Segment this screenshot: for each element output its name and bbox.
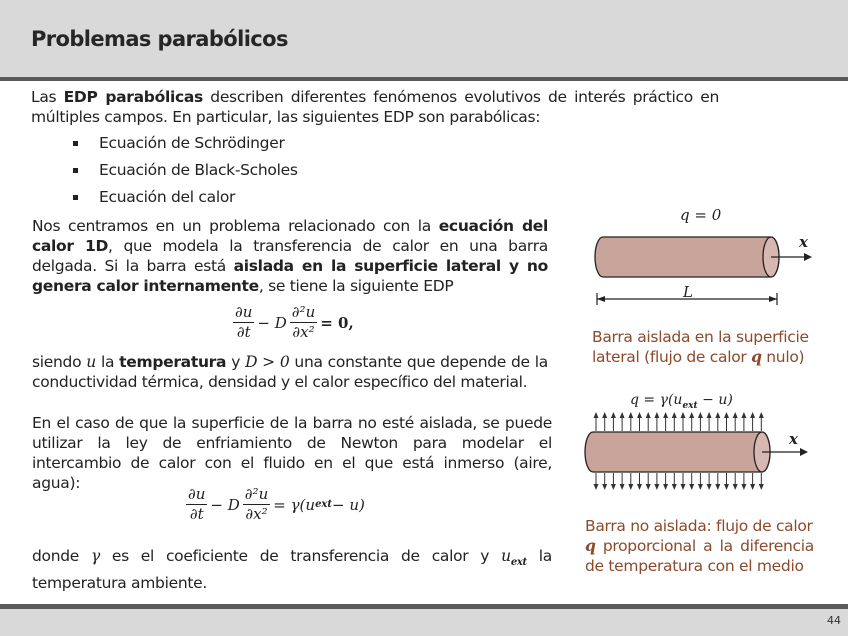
flux-arrowhead (654, 484, 659, 490)
fig2-caption: Barra no aislada: flujo de calor q proporcional a la diferencia de temperatura con el medio (585, 517, 814, 575)
slide-footer (0, 609, 848, 636)
list-item: Ecuación de Schrödinger (73, 133, 298, 160)
flux-arrowhead (750, 484, 755, 490)
fig2-x-label: x (789, 430, 798, 448)
flux-arrowhead (689, 412, 694, 418)
flux-arrowhead (759, 484, 764, 490)
list-item: Ecuación del calor (73, 187, 298, 214)
flux-arrowhead (620, 412, 625, 418)
flux-arrowhead (594, 412, 599, 418)
flux-arrowhead (741, 484, 746, 490)
heat-equation: $\frac{\partial u}{\partial t}$ − D $\frac{\text{∂²u}}{\text{∂x²}}$ = 0, (235, 303, 354, 341)
flux-arrowhead (715, 412, 720, 418)
flux-arrowhead (663, 412, 668, 418)
bullet-list (73, 133, 298, 214)
flux-arrowhead (646, 484, 651, 490)
flux-arrowhead (707, 484, 712, 490)
flux-arrowhead (741, 412, 746, 418)
flux-arrowhead (594, 484, 599, 490)
heat-equation-paragraph: Nos centramos en un problema relacionado con la ecuación del calor 1D, que modela la transferencia de calor en una barra delgada. Si la barra está aislada en la superficie lateral y no genera calor internamente, se tiene la siguiente EDP (32, 217, 548, 295)
flux-arrowhead (724, 412, 729, 418)
bottom-flux-arrows (594, 473, 764, 490)
flux-arrowhead (637, 412, 642, 418)
newton-paragraph: En el caso de que la superficie de la barra no esté aislada, se puede utilizar la ley de enfriamiento de Newton para modelar el intercambio de calor con el fluido en el que está inmerso (aire, agua): (32, 414, 552, 492)
flux-arrowhead (663, 484, 668, 490)
newton-equation: $\frac{\partial u}{\partial t}$ − D $\frac{\text{∂²u}}{\text{∂x²}}$ = γ(u ext − u) (188, 485, 365, 523)
flux-arrowhead (715, 484, 720, 490)
flux-arrowhead (672, 484, 677, 490)
flux-arrowhead (611, 412, 616, 418)
flux-arrowhead (672, 412, 677, 418)
fig1-length-label: L (683, 283, 693, 301)
temperature-paragraph: siendo u la temperatura y D > 0 una constante que depende de la conductividad térmica, densidad y el calor específico del material. (32, 353, 548, 391)
intro-bold-term: EDP parabólicas (63, 88, 203, 106)
flux-arrowhead (707, 412, 712, 418)
intro-paragraph: Las EDP parabólicas describen diferentes fenómenos evolutivos de interés práctico en múltiples campos. En particular, las siguientes EDP son parabólicas: (31, 88, 719, 126)
fig1-x-label: x (799, 233, 808, 251)
x-axis-arrow (771, 253, 812, 261)
slide-title: Problemas parabólicos (31, 27, 288, 51)
flux-arrowhead (654, 412, 659, 418)
header-divider (0, 77, 848, 81)
fig1-caption: Barra aislada en la superficie lateral (flujo de calor q nulo) (592, 328, 809, 366)
flux-arrowhead (759, 412, 764, 418)
flux-arrowhead (724, 484, 729, 490)
x-axis-arrow (762, 448, 808, 456)
insulated-rod (595, 237, 779, 277)
flux-arrowhead (628, 412, 633, 418)
flux-arrowhead (602, 484, 607, 490)
flux-arrowhead (733, 484, 738, 490)
flux-arrowhead (646, 412, 651, 418)
flux-arrowhead (698, 484, 703, 490)
flux-arrowhead (750, 412, 755, 418)
flux-arrowhead (698, 412, 703, 418)
flux-arrowhead (689, 484, 694, 490)
list-item: Ecuación de Black-Scholes (73, 160, 298, 187)
flux-arrowhead (681, 412, 686, 418)
fig1-q-label: q = 0 (680, 206, 722, 224)
flux-arrowhead (602, 412, 607, 418)
coefficient-paragraph: donde γ es el coeficiente de transferencia de calor y $u_{ext}$ la temperatura ambiente. (32, 547, 552, 593)
flux-arrowhead (733, 412, 738, 418)
flux-arrowhead (620, 484, 625, 490)
flux-arrowhead (628, 484, 633, 490)
top-flux-arrows (594, 412, 764, 431)
page-number: 44 (827, 614, 841, 627)
flux-arrowhead (637, 484, 642, 490)
flux-arrowhead (681, 484, 686, 490)
fig2-q-label: $q = \gamma(u_{ext} - u)$ (630, 392, 733, 411)
flux-arrowhead (611, 484, 616, 490)
non-insulated-rod (585, 432, 770, 472)
